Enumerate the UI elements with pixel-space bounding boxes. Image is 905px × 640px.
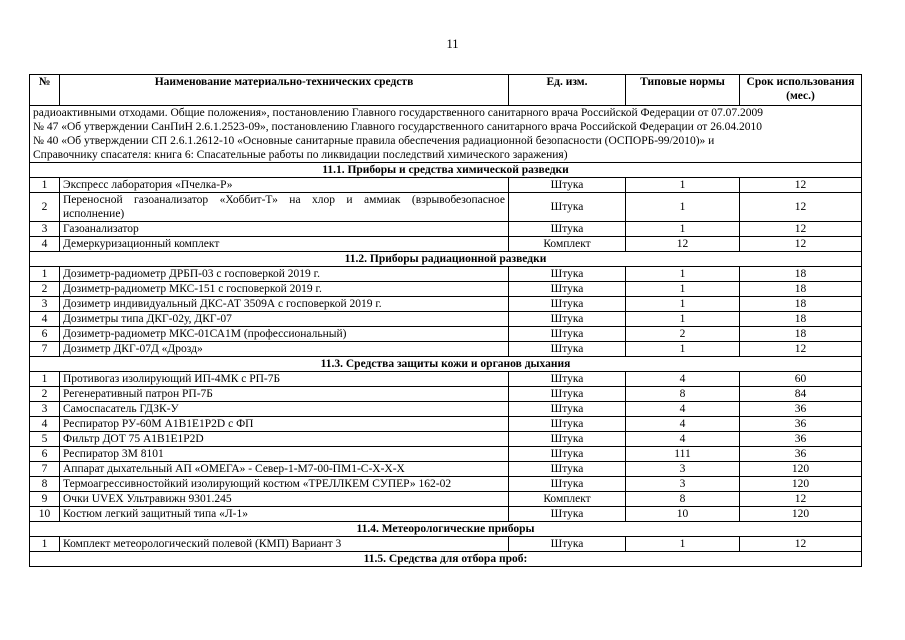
row-number: 2 bbox=[30, 282, 60, 297]
item-name: Респиратор РУ-60М А1В1Е1Р2D с ФП bbox=[60, 417, 509, 432]
table-row bbox=[30, 282, 862, 297]
item-term: 18 bbox=[740, 282, 862, 297]
header-term: Срок использования (мес.) bbox=[740, 75, 862, 106]
table-row bbox=[30, 297, 862, 312]
item-unit: Штука bbox=[509, 267, 626, 282]
item-term: 36 bbox=[740, 417, 862, 432]
item-unit: Штука bbox=[509, 462, 626, 477]
item-unit: Штука bbox=[509, 312, 626, 327]
item-norm: 4 bbox=[626, 372, 740, 387]
row-number: 7 bbox=[30, 462, 60, 477]
row-number: 1 bbox=[30, 372, 60, 387]
table-row bbox=[30, 447, 862, 462]
item-unit: Комплект bbox=[509, 237, 626, 252]
item-name: Костюм легкий защитный типа «Л-1» bbox=[60, 507, 509, 522]
row-number: 7 bbox=[30, 342, 60, 357]
item-name: Дозиметр-радиометр МКС-151 с госповеркой 2019 г. bbox=[60, 282, 509, 297]
table-row bbox=[30, 193, 862, 222]
table-row bbox=[30, 327, 862, 342]
item-norm: 1 bbox=[626, 297, 740, 312]
item-term: 84 bbox=[740, 387, 862, 402]
intro-text bbox=[30, 106, 862, 163]
item-term: 12 bbox=[740, 193, 862, 222]
table-row bbox=[30, 178, 862, 193]
item-norm: 2 bbox=[626, 327, 740, 342]
item-term: 12 bbox=[740, 178, 862, 193]
item-name: Очки UVEX Ультравижн 9301.245 bbox=[60, 492, 509, 507]
row-number: 4 bbox=[30, 417, 60, 432]
row-number: 6 bbox=[30, 447, 60, 462]
item-unit: Штука bbox=[509, 222, 626, 237]
item-name: Демеркуризационный комплект bbox=[60, 237, 509, 252]
item-norm: 1 bbox=[626, 267, 740, 282]
row-number: 2 bbox=[30, 193, 60, 222]
item-name: Термоагрессивностойкий изолирующий костюм «ТРЕЛЛКЕМ СУПЕР» 162-02 bbox=[60, 477, 509, 492]
row-number: 5 bbox=[30, 432, 60, 447]
section-header-row bbox=[30, 163, 862, 178]
item-unit: Штука bbox=[509, 372, 626, 387]
item-name: Переносной газоанализатор «Хоббит-Т» на хлор и аммиак (взрывобезопасное исполнение) bbox=[60, 193, 509, 222]
item-unit: Штука bbox=[509, 282, 626, 297]
row-number: 6 bbox=[30, 327, 60, 342]
item-unit: Штука bbox=[509, 477, 626, 492]
item-term: 36 bbox=[740, 402, 862, 417]
section-title: 11.4. Метеорологические приборы bbox=[30, 522, 862, 537]
item-norm: 1 bbox=[626, 222, 740, 237]
item-term: 18 bbox=[740, 312, 862, 327]
row-number: 1 bbox=[30, 178, 60, 193]
table-row bbox=[30, 267, 862, 282]
header-num: № bbox=[30, 75, 60, 106]
item-norm: 3 bbox=[626, 462, 740, 477]
item-unit: Штука bbox=[509, 432, 626, 447]
table-row bbox=[30, 537, 862, 552]
row-number: 3 bbox=[30, 222, 60, 237]
item-name: Дозиметр индивидуальный ДКС-АТ 3509А с госповеркой 2019 г. bbox=[60, 297, 509, 312]
item-norm: 1 bbox=[626, 193, 740, 222]
intro-line: радиоактивными отходами. Общие положения», постановлению Главного государственного санитарного врача Российской Федерации от 07.07.2009 bbox=[33, 107, 763, 119]
item-term: 12 bbox=[740, 222, 862, 237]
row-number: 3 bbox=[30, 297, 60, 312]
item-name: Дозиметр ДКГ-07Д «Дрозд» bbox=[60, 342, 509, 357]
row-number: 3 bbox=[30, 402, 60, 417]
item-term: 120 bbox=[740, 462, 862, 477]
table-row bbox=[30, 387, 862, 402]
intro-line: № 47 «Об утверждении СанПиН 2.6.1.2523-09», постановлению Главного государственного санитарного врача Российской Федерации от 26.04.2010 bbox=[33, 121, 762, 133]
item-unit: Штука bbox=[509, 507, 626, 522]
item-name: Регенеративный патрон РП-7Б bbox=[60, 387, 509, 402]
item-norm: 1 bbox=[626, 178, 740, 193]
item-unit: Штука bbox=[509, 193, 626, 222]
item-term: 120 bbox=[740, 507, 862, 522]
item-unit: Штука bbox=[509, 327, 626, 342]
item-name: Фильтр ДОТ 75 А1В1Е1Р2D bbox=[60, 432, 509, 447]
table-row bbox=[30, 432, 862, 447]
table-row bbox=[30, 372, 862, 387]
section-title: 11.3. Средства защиты кожи и органов дыхания bbox=[30, 357, 862, 372]
item-unit: Штука bbox=[509, 447, 626, 462]
row-number: 9 bbox=[30, 492, 60, 507]
item-norm: 4 bbox=[626, 432, 740, 447]
item-unit: Комплект bbox=[509, 492, 626, 507]
item-term: 12 bbox=[740, 237, 862, 252]
table-row bbox=[30, 222, 862, 237]
item-unit: Штука bbox=[509, 537, 626, 552]
section-title: 11.5. Средства для отбора проб: bbox=[30, 552, 862, 567]
item-norm: 111 bbox=[626, 447, 740, 462]
row-number: 4 bbox=[30, 237, 60, 252]
row-number: 1 bbox=[30, 267, 60, 282]
item-unit: Штука bbox=[509, 178, 626, 193]
item-term: 120 bbox=[740, 477, 862, 492]
section-header-row bbox=[30, 357, 862, 372]
item-norm: 4 bbox=[626, 417, 740, 432]
table-row bbox=[30, 237, 862, 252]
item-term: 12 bbox=[740, 537, 862, 552]
intro-line: Справочнику спасателя: книга 6: Спасательные работы по ликвидации последствий химического заражения) bbox=[33, 149, 568, 161]
table-row bbox=[30, 462, 862, 477]
table-row bbox=[30, 417, 862, 432]
item-term: 60 bbox=[740, 372, 862, 387]
header-name: Наименование материально-технических средств bbox=[60, 75, 509, 106]
item-unit: Штука bbox=[509, 402, 626, 417]
row-number: 10 bbox=[30, 507, 60, 522]
table-row bbox=[30, 312, 862, 327]
item-name: Дозиметр-радиометр ДРБП-03 с госповеркой 2019 г. bbox=[60, 267, 509, 282]
intro-line: № 40 «Об утверждении СП 2.6.1.2612-10 «Основные санитарные правила обеспечения радиационной безопасности (ОСПОРБ-99/2010)» и bbox=[33, 135, 715, 147]
table-body bbox=[30, 106, 862, 567]
item-term: 36 bbox=[740, 432, 862, 447]
header-norms: Типовые нормы bbox=[626, 75, 740, 106]
item-name: Комплект метеорологический полевой (КМП) Вариант 3 bbox=[60, 537, 509, 552]
item-norm: 8 bbox=[626, 492, 740, 507]
table-row bbox=[30, 402, 862, 417]
item-norm: 1 bbox=[626, 537, 740, 552]
item-norm: 1 bbox=[626, 342, 740, 357]
item-norm: 1 bbox=[626, 312, 740, 327]
item-norm: 8 bbox=[626, 387, 740, 402]
header-unit: Ед. изм. bbox=[509, 75, 626, 106]
row-number: 4 bbox=[30, 312, 60, 327]
item-term: 18 bbox=[740, 327, 862, 342]
item-norm: 3 bbox=[626, 477, 740, 492]
section-header-row bbox=[30, 522, 862, 537]
item-term: 18 bbox=[740, 267, 862, 282]
item-unit: Штука bbox=[509, 342, 626, 357]
row-number: 1 bbox=[30, 537, 60, 552]
item-norm: 1 bbox=[626, 282, 740, 297]
equipment-table bbox=[29, 74, 862, 567]
intro-row bbox=[30, 106, 862, 163]
table-row bbox=[30, 507, 862, 522]
item-norm: 4 bbox=[626, 402, 740, 417]
item-term: 12 bbox=[740, 492, 862, 507]
item-name: Экспресс лаборатория «Пчелка-Р» bbox=[60, 178, 509, 193]
section-header-row bbox=[30, 552, 862, 567]
item-name: Аппарат дыхательный АП «ОМЕГА» - Север-1-М7-00-ПМ1-С-Х-Х-Х bbox=[60, 462, 509, 477]
item-name: Противогаз изолирующий ИП-4МК с РП-7Б bbox=[60, 372, 509, 387]
page-number: 11 bbox=[446, 37, 459, 51]
item-norm: 12 bbox=[626, 237, 740, 252]
item-unit: Штука bbox=[509, 387, 626, 402]
table-row bbox=[30, 477, 862, 492]
item-name: Самоспасатель ГДЗК-У bbox=[60, 402, 509, 417]
item-name: Респиратор 3М 8101 bbox=[60, 447, 509, 462]
header-row bbox=[30, 75, 862, 106]
section-title: 11.2. Приборы радиационной разведки bbox=[30, 252, 862, 267]
item-term: 12 bbox=[740, 342, 862, 357]
item-term: 36 bbox=[740, 447, 862, 462]
item-term: 18 bbox=[740, 297, 862, 312]
item-unit: Штука bbox=[509, 297, 626, 312]
item-name: Газоанализатор bbox=[60, 222, 509, 237]
row-number: 2 bbox=[30, 387, 60, 402]
item-unit: Штука bbox=[509, 417, 626, 432]
table-row bbox=[30, 492, 862, 507]
item-name: Дозиметры типа ДКГ-02у, ДКГ-07 bbox=[60, 312, 509, 327]
row-number: 8 bbox=[30, 477, 60, 492]
section-title: 11.1. Приборы и средства химической разведки bbox=[30, 163, 862, 178]
item-norm: 10 bbox=[626, 507, 740, 522]
item-name: Дозиметр-радиометр МКС-01СА1М (профессиональный) bbox=[60, 327, 509, 342]
table-row bbox=[30, 342, 862, 357]
section-header-row bbox=[30, 252, 862, 267]
